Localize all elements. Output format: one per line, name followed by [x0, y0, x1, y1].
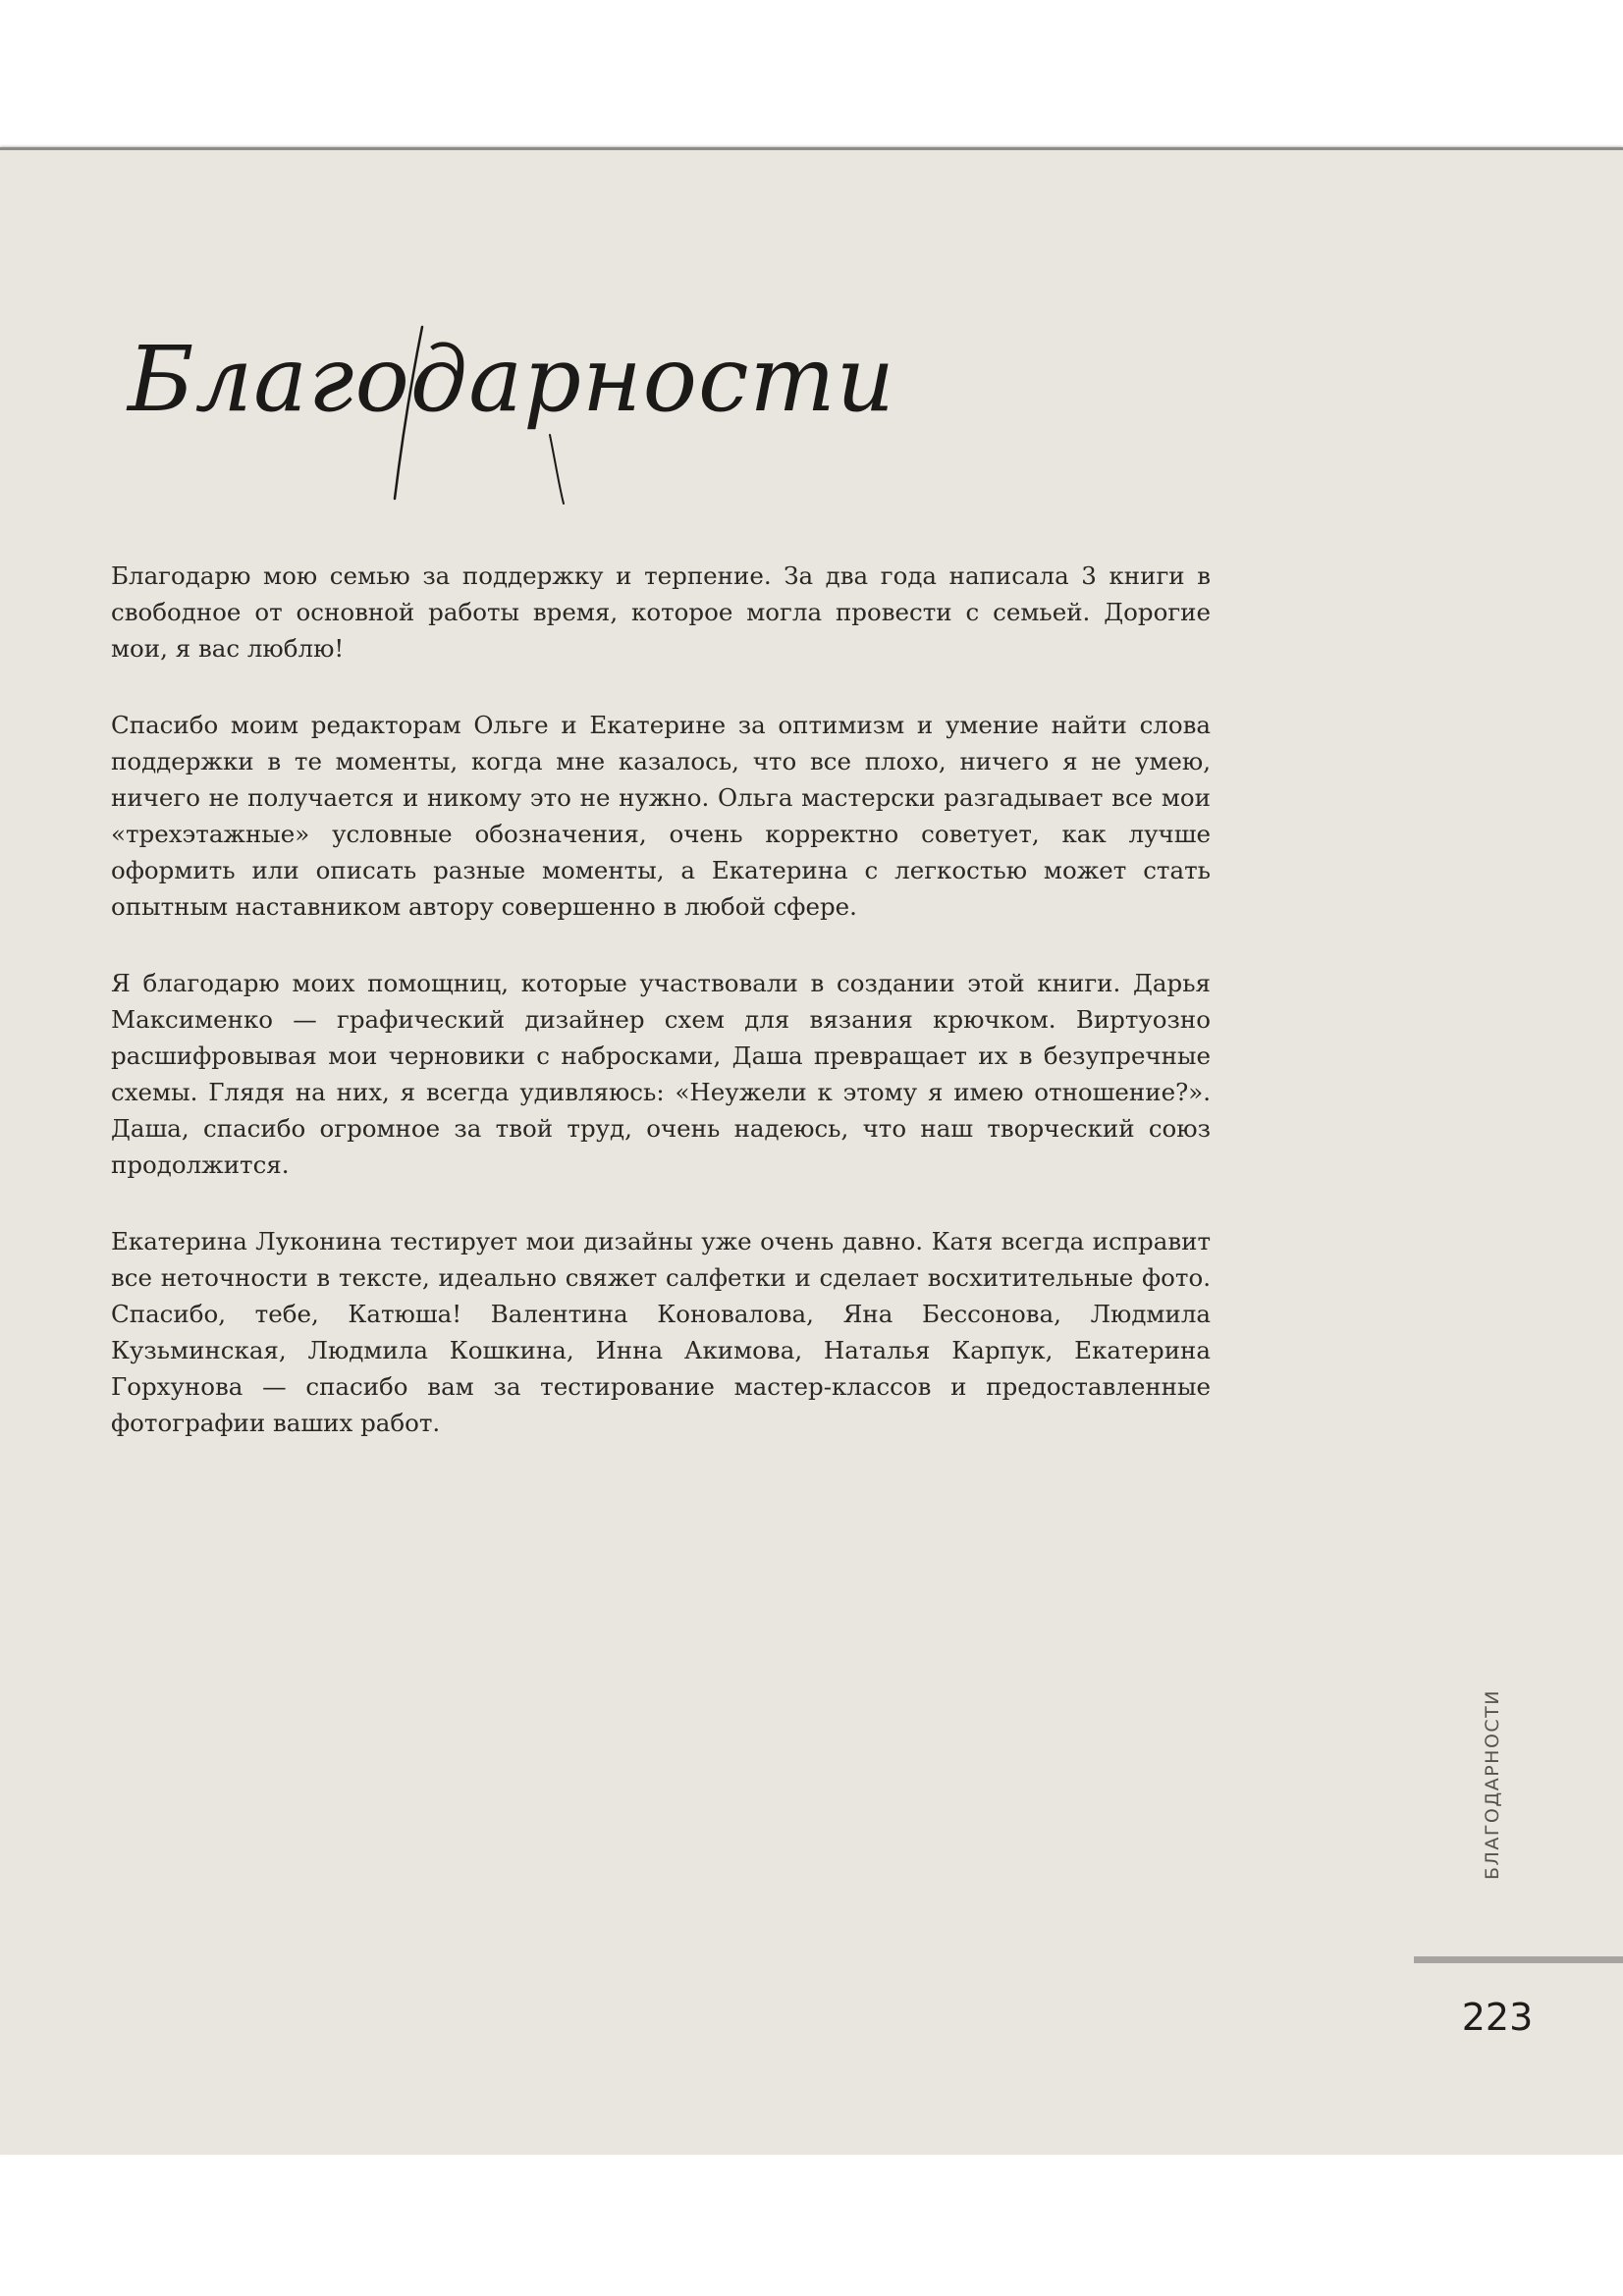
section-divider-rule — [1414, 1956, 1623, 1963]
paragraph-assistants: Я благодарю моих помощниц, которые участвовали в создании этой книги. Дарья Максименко — графический дизайнер схем для вязания крючком. Виртуозно расшифровывая мои черновики с набросками, Даша превращает их в безупречные схемы. Глядя на них, я всегда удивляюсь: «Неужели к этому я имею отношение?». Даша, спасибо огромное за твой труд, очень надеюсь, что наш творческий союз продолжится. — [111, 969, 1211, 1179]
book-page — [0, 147, 1623, 2155]
paragraph-editors: Спасибо моим редакторам Ольге и Екатерине за оптимизм и умение найти слова поддержки в те моменты, когда мне казалось, что все плохо, ничего я не умею, ничего не получается и никому это не нужно. Ольга мастерски разгадывает все мои «трехэтажные» условные обозначения, очень корректно советует, как лучше оформить или описать разные моменты, а Екатерина с легкостью может стать опытным наставником автору совершенно в любой сфере. — [111, 711, 1211, 921]
section-side-label — [1478, 1689, 1507, 1945]
acknowledgements-text — [111, 558, 1211, 1481]
section-side-label-text: БЛАГОДАРНОСТИ — [1482, 1689, 1503, 1880]
page-title: Благодарности — [128, 327, 895, 432]
paragraph-family: Благодарю мою семью за поддержку и терпение. За два года написала 3 книги в свободное от основной работы время, которое могла провести с семьей. Дорогие мои, я вас люблю! — [111, 561, 1211, 663]
page-number: 223 — [1461, 1996, 1534, 2039]
paragraph-testers: Екатерина Луконина тестирует мои дизайны уже очень давно. Катя всегда исправит все неточности в тексте, идеально свяжет салфетки и сделает восхитительные фото. Спасибо, тебе, Катюша! Валентина Коновалова, Яна Бессонова, Людмила Кузьминская, Людмила Кошкина, Инна Акимова, Наталья Карпук, Екатерина Горхунова — спасибо вам за тестирование мастер-классов и предоставленные фотографии ваших работ. — [111, 1227, 1211, 1437]
